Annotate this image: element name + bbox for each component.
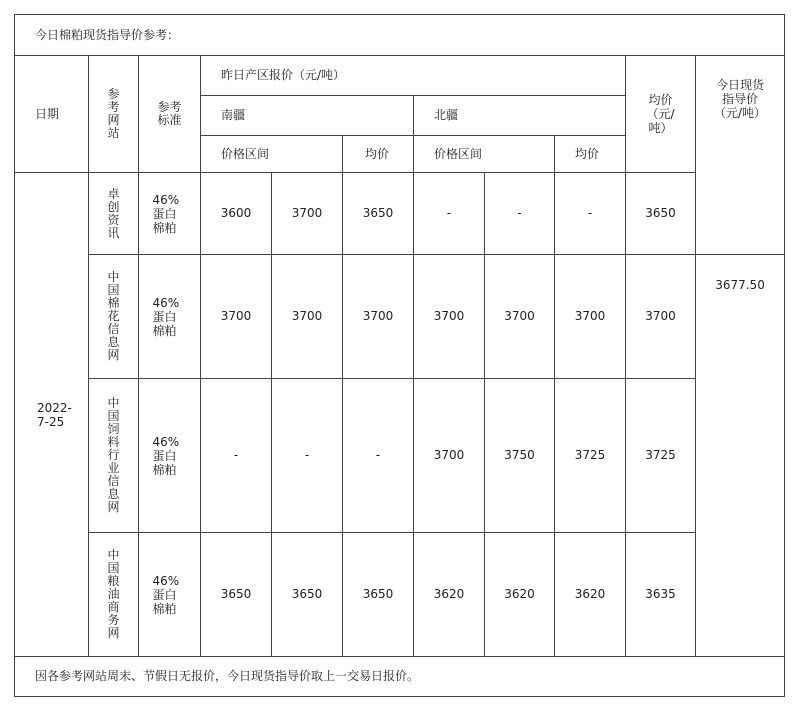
footnote: 因各参考网站周末、节假日无报价，今日现货指导价取上一交易日报价。 — [15, 657, 785, 697]
north-avg: 3700 — [555, 255, 626, 379]
standard-cell: 46%蛋白棉粕 — [139, 379, 201, 533]
site-cell: 中国棉花信息网 — [89, 255, 139, 379]
south-low: - — [201, 379, 272, 533]
header-yesterday-price: 昨日产区报价（元/吨） — [201, 56, 626, 96]
price-table — [14, 14, 785, 697]
header-north-range: 价格区间 — [414, 136, 555, 173]
today-price-value: 3677.50 — [696, 255, 785, 657]
header-date: 日期 — [15, 56, 89, 173]
south-high: - — [272, 379, 343, 533]
header-north: 北疆 — [414, 96, 626, 136]
site-cell: 中国饲料行业信息网 — [89, 379, 139, 533]
north-high: 3620 — [485, 533, 555, 657]
avg-price: 3650 — [626, 173, 696, 255]
north-low: - — [414, 173, 485, 255]
footnote-row — [15, 657, 785, 697]
header-site: 参考网站 — [89, 56, 139, 173]
south-low: 3600 — [201, 173, 272, 255]
south-low: 3650 — [201, 533, 272, 657]
avg-price: 3635 — [626, 533, 696, 657]
south-high: 3700 — [272, 173, 343, 255]
title-row — [15, 15, 785, 56]
standard-cell: 46%蛋白棉粕 — [139, 173, 201, 255]
south-low: 3700 — [201, 255, 272, 379]
avg-price: 3700 — [626, 255, 696, 379]
header-south-range: 价格区间 — [201, 136, 343, 173]
north-avg: 3620 — [555, 533, 626, 657]
site-cell: 卓创资讯 — [89, 173, 139, 255]
table-row — [15, 173, 785, 255]
north-high: - — [485, 173, 555, 255]
north-high: 3700 — [485, 255, 555, 379]
standard-cell: 46%蛋白棉粕 — [139, 255, 201, 379]
price-table-frame — [14, 14, 784, 700]
north-avg: 3725 — [555, 379, 626, 533]
standard-cell: 46%蛋白棉粕 — [139, 533, 201, 657]
header-south: 南疆 — [201, 96, 414, 136]
table-row — [15, 255, 785, 379]
site-cell: 中国粮油商务网 — [89, 533, 139, 657]
table-row — [15, 379, 785, 533]
south-avg: 3700 — [343, 255, 414, 379]
header-standard: 参考标准 — [139, 56, 201, 173]
north-low: 3700 — [414, 379, 485, 533]
south-avg: - — [343, 379, 414, 533]
south-avg: 3650 — [343, 173, 414, 255]
avg-price: 3725 — [626, 379, 696, 533]
north-avg: - — [555, 173, 626, 255]
header-north-avg: 均价 — [555, 136, 626, 173]
south-high: 3700 — [272, 255, 343, 379]
date-cell: 2022-7-25 — [15, 173, 89, 657]
south-high: 3650 — [272, 533, 343, 657]
north-low: 3700 — [414, 255, 485, 379]
table-row — [15, 533, 785, 657]
header-row-1 — [15, 56, 785, 96]
north-high: 3750 — [485, 379, 555, 533]
table-title: 今日棉粕现货指导价参考： — [15, 15, 785, 56]
header-south-avg: 均价 — [343, 136, 414, 173]
south-avg: 3650 — [343, 533, 414, 657]
header-avg-price: 均价（元/吨） — [626, 56, 696, 173]
header-today-price: 今日现货指导价（元/吨） — [696, 56, 785, 255]
north-low: 3620 — [414, 533, 485, 657]
